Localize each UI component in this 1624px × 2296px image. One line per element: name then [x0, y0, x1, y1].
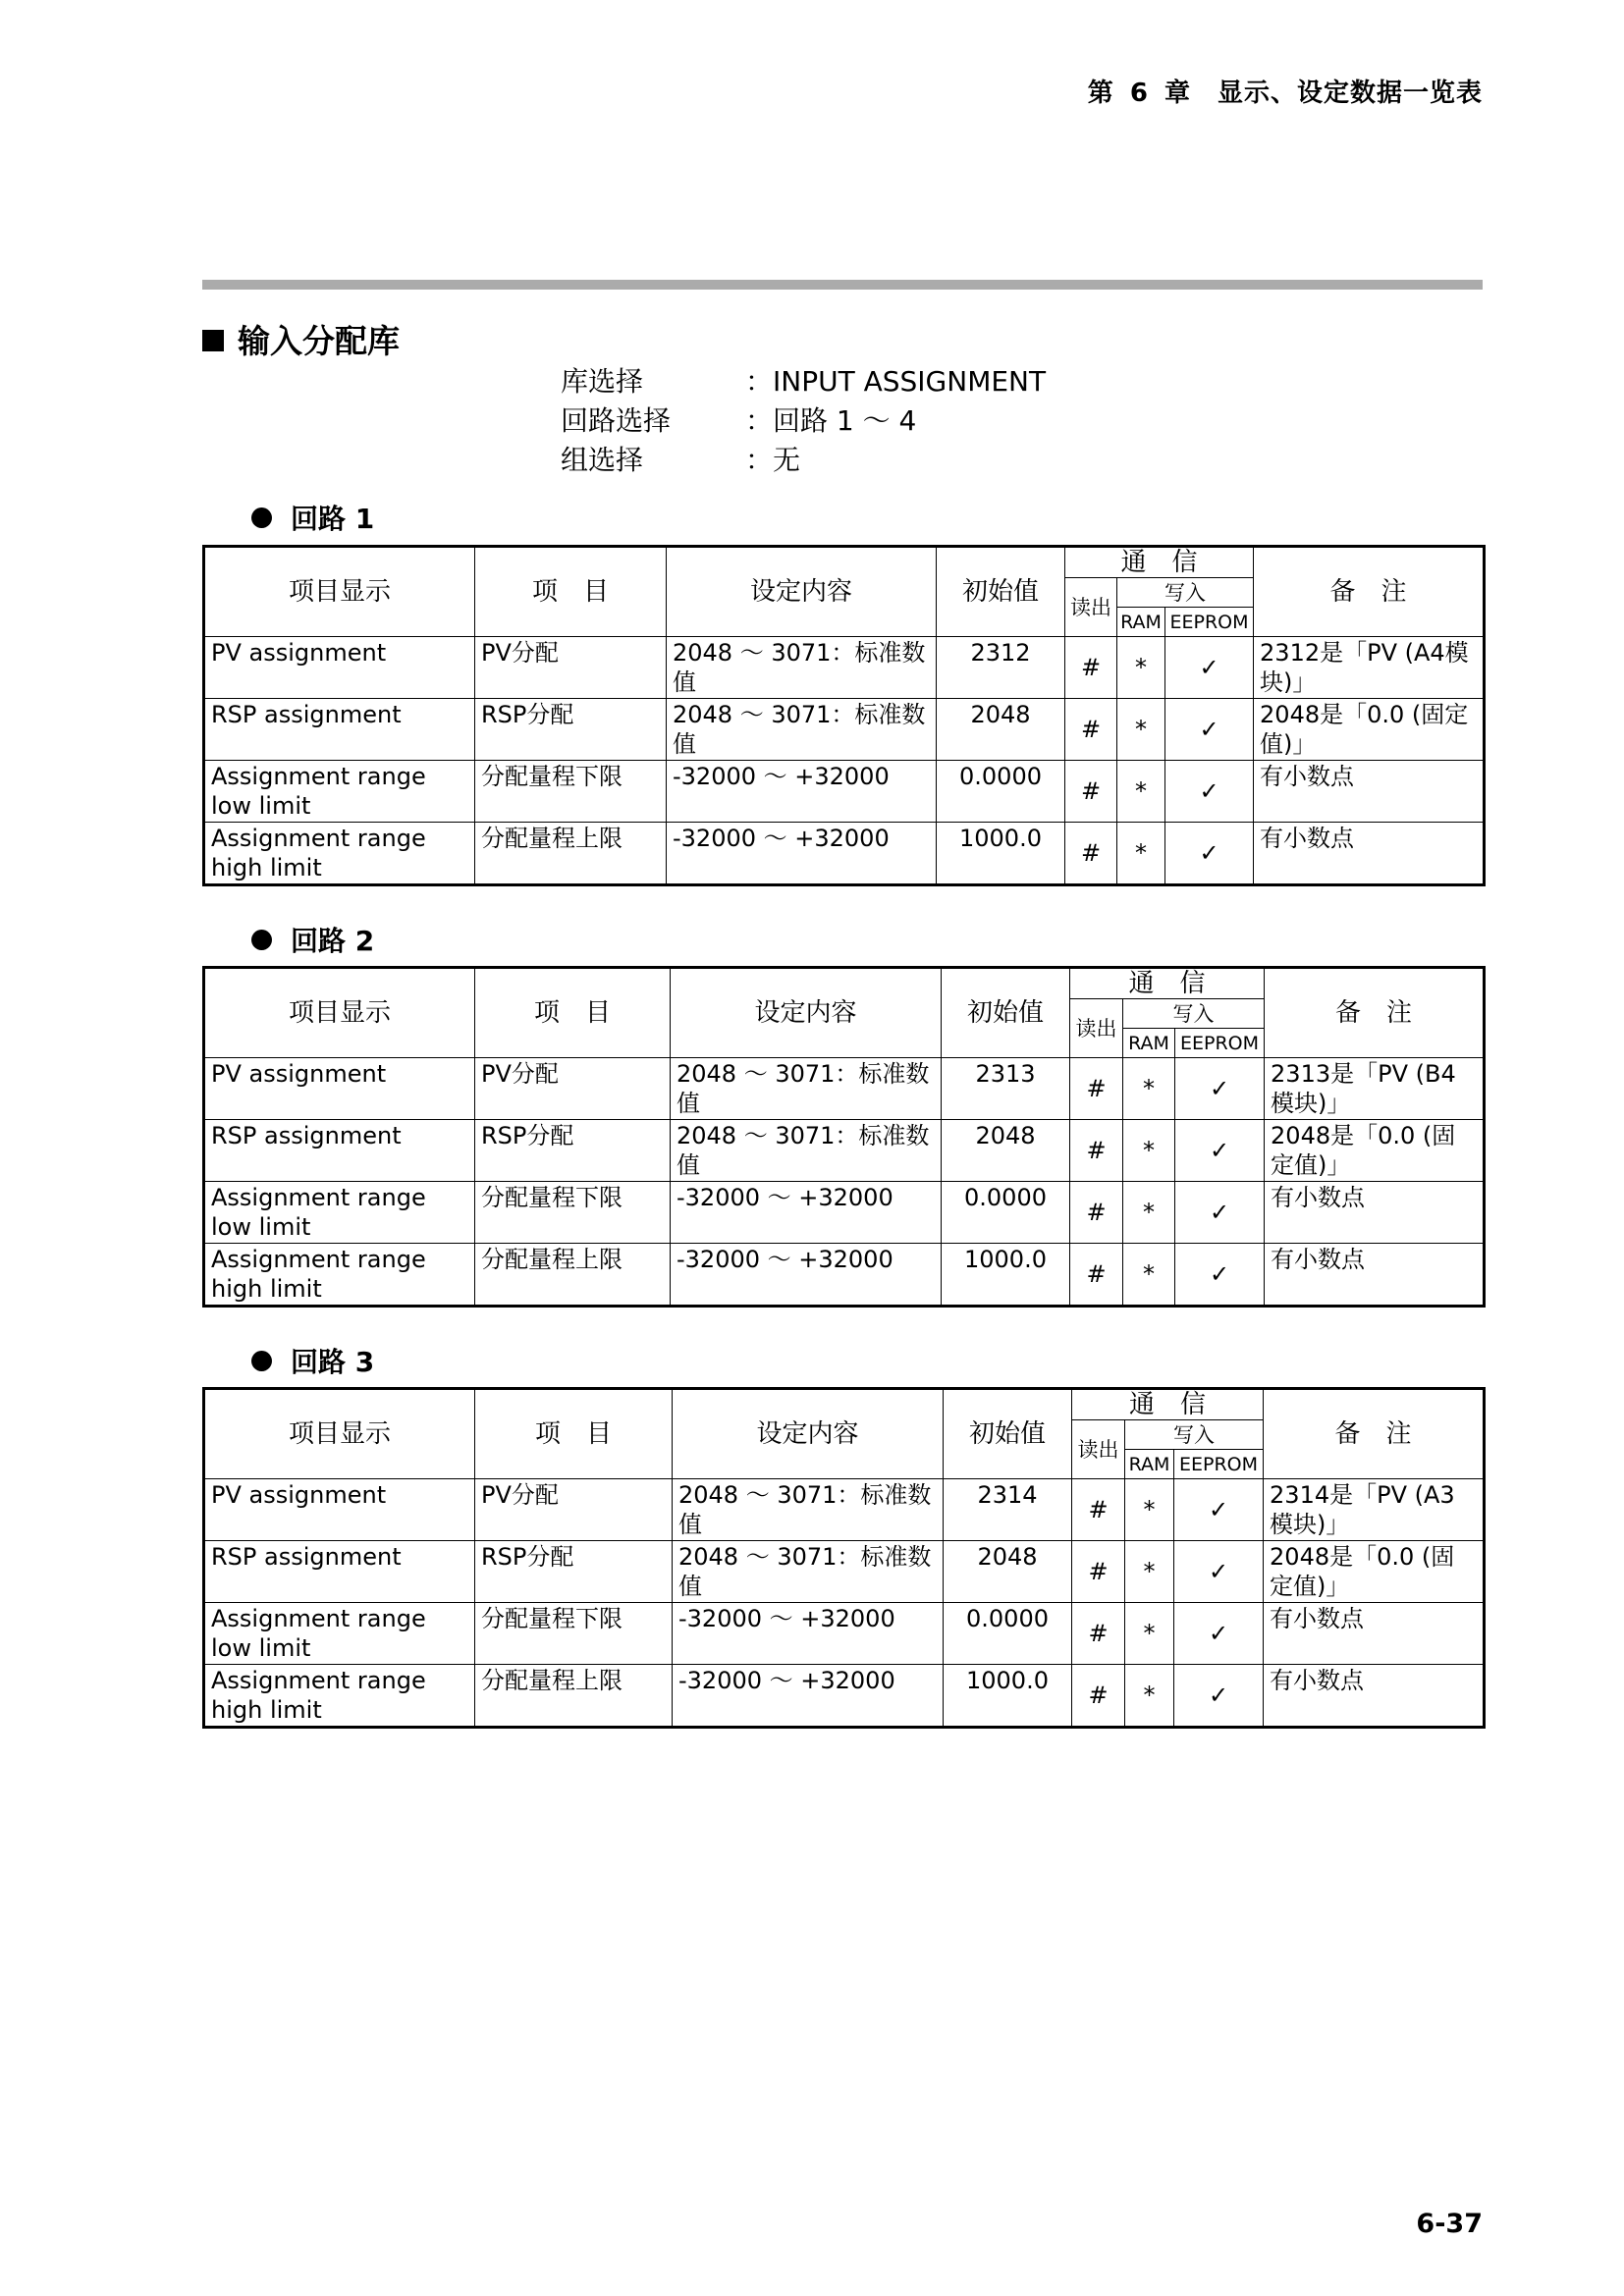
cell-initial: 0.0000	[942, 1182, 1070, 1244]
col-eeprom-header: EEPROM	[1174, 1450, 1264, 1479]
cell-read: #	[1070, 1244, 1123, 1307]
col-note-header: 备 注	[1265, 968, 1485, 1058]
cell-eeprom: ✓	[1174, 1665, 1264, 1728]
cell-read: #	[1070, 1182, 1123, 1244]
cell-setting: -32000 ～ +32000	[667, 823, 937, 885]
cell-setting: -32000 ～ +32000	[673, 1603, 944, 1665]
cell-setting: 2048 ～ 3071：标准数值	[667, 699, 937, 761]
cell-ram: *	[1125, 1603, 1174, 1665]
cell-note: 2048是「0.0 (固定值)」	[1264, 1541, 1485, 1603]
cell-ram: *	[1123, 1120, 1175, 1182]
cell-setting: -32000 ～ +32000	[671, 1244, 942, 1307]
loop-title: 回路 1	[291, 503, 375, 535]
cell-eeprom: ✓	[1174, 1479, 1264, 1541]
section-rule	[202, 280, 1483, 290]
meta-key: 回路选择	[561, 404, 672, 437]
col-item-header: 项 目	[475, 547, 667, 637]
table-row	[204, 1244, 1485, 1307]
table-row	[204, 1120, 1485, 1182]
cell-note: 有小数点	[1265, 1244, 1485, 1307]
cell-item: RSP分配	[475, 1120, 671, 1182]
cell-eeprom: ✓	[1175, 1244, 1265, 1307]
col-display-header: 项目显示	[204, 547, 475, 637]
cell-setting: -32000 ～ +32000	[667, 761, 937, 823]
cell-setting: -32000 ～ +32000	[671, 1182, 942, 1244]
col-write-header: 写入	[1117, 578, 1254, 608]
meta-value: ：回路 1 ～ 4	[745, 404, 917, 437]
cell-display: RSP assignment	[204, 1541, 475, 1603]
table-row	[204, 761, 1485, 823]
cell-read: #	[1070, 1058, 1123, 1120]
cell-note: 有小数点	[1254, 823, 1485, 885]
chapter-header: 第 6 章 显示、设定数据一览表	[1087, 79, 1483, 108]
cell-read: #	[1072, 1665, 1125, 1728]
cell-item: 分配量程上限	[475, 1244, 671, 1307]
section-title	[202, 316, 400, 362]
cell-eeprom: ✓	[1175, 1058, 1265, 1120]
cell-setting: -32000 ～ +32000	[673, 1665, 944, 1728]
section-title-text: 输入分配库	[238, 322, 400, 360]
col-initial-header: 初始值	[937, 547, 1065, 637]
cell-ram: *	[1117, 699, 1165, 761]
cell-ram: *	[1125, 1479, 1174, 1541]
page-number: 6-37	[1416, 2209, 1483, 2239]
cell-eeprom: ✓	[1165, 699, 1254, 761]
loop-title: 回路 2	[291, 925, 375, 957]
col-write-header: 写入	[1123, 999, 1265, 1029]
cell-note: 2048是「0.0 (固定值)」	[1265, 1120, 1485, 1182]
col-initial-header: 初始值	[942, 968, 1070, 1058]
cell-eeprom: ✓	[1175, 1182, 1265, 1244]
cell-item: RSP分配	[475, 1541, 673, 1603]
col-eeprom-header: EEPROM	[1175, 1029, 1265, 1058]
cell-display: Assignment range low limit	[204, 761, 475, 823]
col-setting-header: 设定内容	[671, 968, 942, 1058]
cell-item: PV分配	[475, 637, 667, 699]
cell-eeprom: ✓	[1174, 1541, 1264, 1603]
table-row	[204, 1182, 1485, 1244]
cell-ram: *	[1125, 1541, 1174, 1603]
cell-initial: 2312	[937, 637, 1065, 699]
circle-bullet-icon	[251, 507, 272, 528]
col-display-header: 项目显示	[204, 1389, 475, 1479]
cell-ram: *	[1125, 1665, 1174, 1728]
loop-title: 回路 3	[291, 1346, 375, 1378]
cell-display: Assignment range high limit	[204, 1665, 475, 1728]
cell-setting: 2048 ～ 3071：标准数值	[671, 1058, 942, 1120]
col-item-header: 项 目	[475, 968, 671, 1058]
cell-eeprom: ✓	[1165, 761, 1254, 823]
cell-initial: 0.0000	[944, 1603, 1072, 1665]
cell-note: 有小数点	[1265, 1182, 1485, 1244]
cell-initial: 2314	[944, 1479, 1072, 1541]
cell-note: 有小数点	[1254, 761, 1485, 823]
cell-ram: *	[1123, 1182, 1175, 1244]
table-row	[204, 1541, 1485, 1603]
col-ram-header: RAM	[1117, 608, 1165, 637]
cell-ram: *	[1123, 1058, 1175, 1120]
cell-note: 有小数点	[1264, 1603, 1485, 1665]
cell-display: Assignment range low limit	[204, 1182, 475, 1244]
cell-display: PV assignment	[204, 1479, 475, 1541]
cell-item: 分配量程上限	[475, 1665, 673, 1728]
loop-2-table	[202, 966, 1486, 1308]
col-read-header: 读出	[1070, 999, 1123, 1058]
cell-read: #	[1065, 823, 1117, 885]
cell-item: 分配量程下限	[475, 1603, 673, 1665]
cell-read: #	[1065, 761, 1117, 823]
cell-setting: 2048 ～ 3071：标准数值	[673, 1541, 944, 1603]
col-note-header: 备 注	[1264, 1389, 1485, 1479]
cell-initial: 2313	[942, 1058, 1070, 1120]
meta-key: 组选择	[561, 444, 644, 476]
table-row	[204, 699, 1485, 761]
loop-1-table	[202, 545, 1486, 886]
cell-read: #	[1072, 1603, 1125, 1665]
cell-initial: 1000.0	[942, 1244, 1070, 1307]
cell-note: 2314是「PV (A3模块)」	[1264, 1479, 1485, 1541]
cell-eeprom: ✓	[1165, 637, 1254, 699]
col-comm-header: 通 信	[1065, 547, 1254, 578]
table-row	[204, 1479, 1485, 1541]
cell-display: RSP assignment	[204, 699, 475, 761]
loop-2-heading	[251, 920, 374, 959]
cell-note: 2048是「0.0 (固定值)」	[1254, 699, 1485, 761]
col-display-header: 项目显示	[204, 968, 475, 1058]
table-row	[204, 823, 1485, 885]
col-setting-header: 设定内容	[673, 1389, 944, 1479]
cell-setting: 2048 ～ 3071：标准数值	[671, 1120, 942, 1182]
cell-item: 分配量程上限	[475, 823, 667, 885]
cell-item: 分配量程下限	[475, 761, 667, 823]
cell-read: #	[1072, 1479, 1125, 1541]
col-item-header: 项 目	[475, 1389, 673, 1479]
cell-eeprom: ✓	[1165, 823, 1254, 885]
col-setting-header: 设定内容	[667, 547, 937, 637]
cell-eeprom: ✓	[1174, 1603, 1264, 1665]
cell-initial: 2048	[937, 699, 1065, 761]
square-bullet-icon	[202, 330, 224, 351]
cell-note: 有小数点	[1264, 1665, 1485, 1728]
cell-initial: 1000.0	[944, 1665, 1072, 1728]
cell-ram: *	[1117, 637, 1165, 699]
cell-setting: 2048 ～ 3071：标准数值	[667, 637, 937, 699]
cell-eeprom: ✓	[1175, 1120, 1265, 1182]
cell-read: #	[1065, 699, 1117, 761]
cell-ram: *	[1117, 761, 1165, 823]
loop-3-table	[202, 1387, 1486, 1729]
table-row	[204, 1665, 1485, 1728]
cell-initial: 2048	[942, 1120, 1070, 1182]
cell-initial: 1000.0	[937, 823, 1065, 885]
table-row	[204, 637, 1485, 699]
meta-value: ：无	[745, 444, 801, 476]
meta-key: 库选择	[561, 365, 644, 398]
cell-display: RSP assignment	[204, 1120, 475, 1182]
col-comm-header: 通 信	[1070, 968, 1265, 999]
cell-read: #	[1065, 637, 1117, 699]
col-eeprom-header: EEPROM	[1165, 608, 1254, 637]
cell-display: PV assignment	[204, 1058, 475, 1120]
cell-note: 2313是「PV (B4模块)」	[1265, 1058, 1485, 1120]
cell-initial: 0.0000	[937, 761, 1065, 823]
cell-display: Assignment range low limit	[204, 1603, 475, 1665]
cell-initial: 2048	[944, 1541, 1072, 1603]
col-read-header: 读出	[1072, 1420, 1125, 1479]
table-row	[204, 1058, 1485, 1120]
meta-value: ：INPUT ASSIGNMENT	[745, 365, 1047, 398]
cell-item: PV分配	[475, 1058, 671, 1120]
cell-read: #	[1070, 1120, 1123, 1182]
circle-bullet-icon	[251, 930, 272, 950]
col-comm-header: 通 信	[1072, 1389, 1264, 1420]
table-row	[204, 1603, 1485, 1665]
col-read-header: 读出	[1065, 578, 1117, 637]
col-write-header: 写入	[1125, 1420, 1264, 1450]
cell-display: Assignment range high limit	[204, 1244, 475, 1307]
loop-1-heading	[251, 498, 374, 537]
loop-3-heading	[251, 1341, 374, 1380]
cell-item: RSP分配	[475, 699, 667, 761]
col-initial-header: 初始值	[944, 1389, 1072, 1479]
col-ram-header: RAM	[1125, 1450, 1174, 1479]
circle-bullet-icon	[251, 1351, 272, 1371]
cell-setting: 2048 ～ 3071：标准数值	[673, 1479, 944, 1541]
cell-display: PV assignment	[204, 637, 475, 699]
col-ram-header: RAM	[1123, 1029, 1175, 1058]
cell-note: 2312是「PV (A4模块)」	[1254, 637, 1485, 699]
cell-item: 分配量程下限	[475, 1182, 671, 1244]
col-note-header: 备 注	[1254, 547, 1485, 637]
cell-display: Assignment range high limit	[204, 823, 475, 885]
cell-ram: *	[1123, 1244, 1175, 1307]
cell-ram: *	[1117, 823, 1165, 885]
cell-item: PV分配	[475, 1479, 673, 1541]
cell-read: #	[1072, 1541, 1125, 1603]
